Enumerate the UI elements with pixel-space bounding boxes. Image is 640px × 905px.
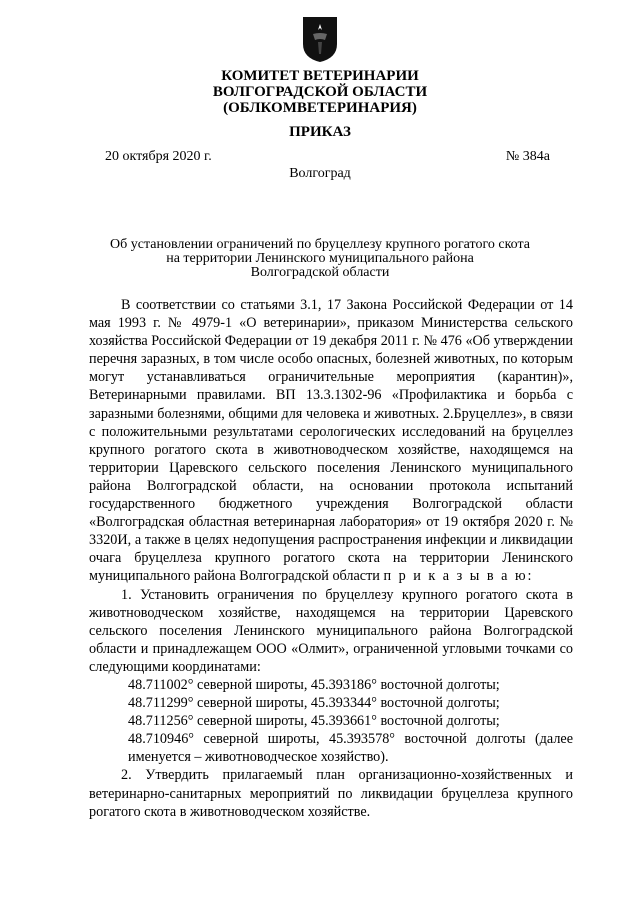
preamble-text: В соответствии со статьями 3.1, 17 Закона Российской Федерации от 14 мая 1993 г. № 4979-1 «О ветеринарии», приказом Министерства сельского хозяйства Российской Федерации от 19 декабря 2011 г. № 476 «Об утверждении перечня заразных, в том числе особо опасных, болезней животных, по которым могут устанавливаться ограничительные мероприятия (карантин)», Ветеринарными правилами. ВП 13.3.1302-96 «Профилактика и борьба с заразными болезнями, общими для человека и животных. 2.Бруцеллез», в связи с положительными результатами серологических исследований на бруцеллез крупного рогатого скота в животноводческом хозяйстве, находящемся на территории Царевского сельского поселения Ленинского муниципального района Волгоградской области, на основании протокола испытаний государственного бюджетного учреждения Волгоградской области «Волгоградская областная ветеринарная лаборатория» от 19 октября 2020 г. № 3320И, а также в целях недопущения распространения инфекции и ликвидации очага бруцеллеза крупного рогатого скота на территории Ленинского муниципального района Волгоградской области <box>89 297 573 585</box>
subject-line3: Волгоградской области <box>250 265 390 280</box>
coordinate-1: 48.711002° северной широты, 45.393186° восточной долготы; <box>128 676 500 693</box>
city-name: Волгоград <box>289 166 351 181</box>
item-1: 1. Установить ограничения по бруцеллезу крупного рогатого скота в животноводческом хозяйстве, находящемся на территории Царевского сельского поселения Ленинского муниципального района Волгоградской области и принадлежащем ООО «Олмит», ограниченной угловыми точками со следующими координатами: <box>89 586 573 675</box>
subject-line1: Об установлении ограничений по бруцеллезу крупного рогатого скота <box>110 237 530 252</box>
order-body <box>89 296 573 821</box>
coordinate-4-text: 48.710946° северной широты, 45.393578° восточной долготы (далее именуется – животноводческое хозяйство). <box>128 731 573 766</box>
document-type: ПРИКАЗ <box>289 124 351 140</box>
order-word: п р и к а з ы в а ю: <box>383 568 534 585</box>
org-name-line2: ВОЛГОГРАДСКОЙ ОБЛАСТИ <box>212 84 428 100</box>
org-name-line3: (ОБЛКОМВЕТЕРИНАРИЯ) <box>223 100 417 116</box>
preamble-paragraph <box>89 296 573 586</box>
order-date: 20 октября 2020 г. <box>105 149 212 164</box>
coat-of-arms-icon <box>301 14 339 64</box>
order-number: № 384а <box>505 149 550 164</box>
subject-line2: на территории Ленинского муниципального района <box>166 251 474 266</box>
document-header <box>0 68 640 140</box>
date-number-line <box>105 149 550 167</box>
coordinate-3: 48.711256° северной широты, 45.393661° восточной долготы; <box>128 713 500 730</box>
item-2: 2. Утвердить прилагаемый план организационно-хозяйственных и ветеринарно-санитарных мероприятий по ликвидации бруцеллеза крупного рогатого скота в животноводческом хозяйстве. <box>89 767 573 820</box>
org-name-line1: КОМИТЕТ ВЕТЕРИНАРИИ <box>221 68 419 84</box>
order-subject <box>90 238 550 280</box>
coordinate-2: 48.711299° северной широты, 45.393344° восточной долготы; <box>128 695 500 712</box>
coordinate-4 <box>89 730 573 766</box>
